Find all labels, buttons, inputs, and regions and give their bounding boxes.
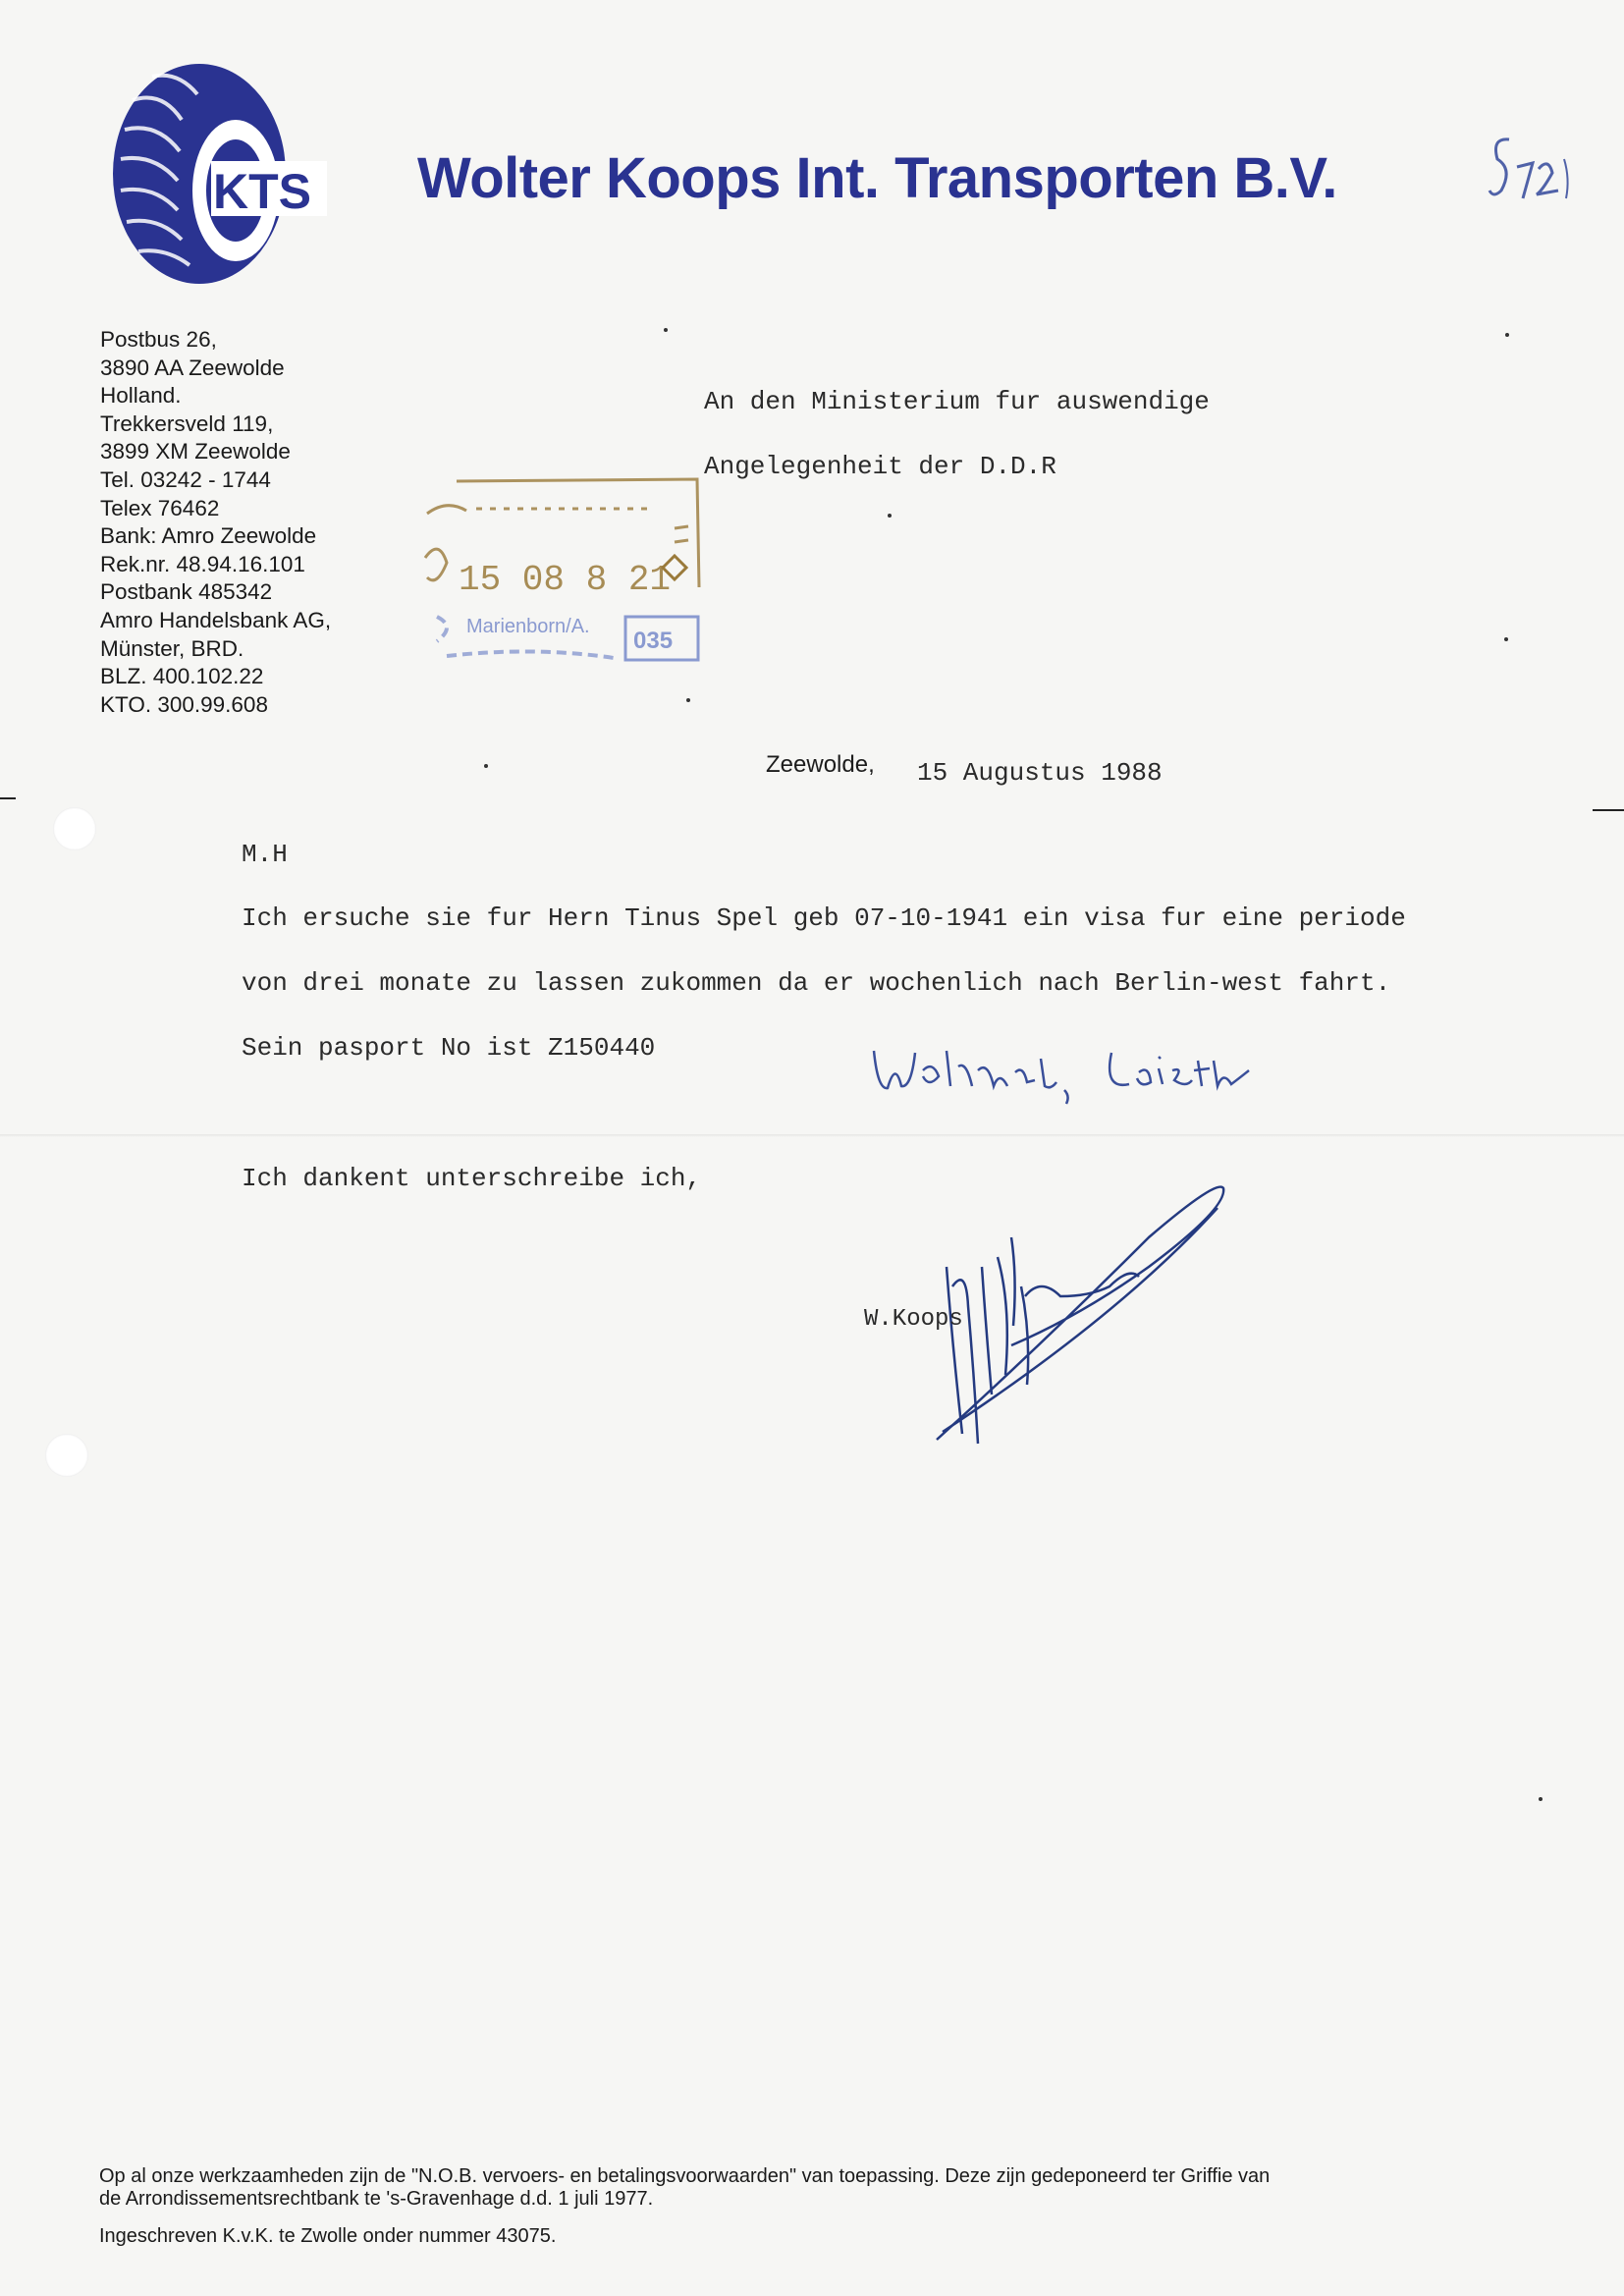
address-line: BLZ. 400.102.22 [100,664,264,689]
footer-line-1: Op al onze werkzaamheden zijn de "N.O.B. vervoers- en betalingsvoorwaarden" van toepassing. Deze zijn gedeponeerd ter Griffie van [99,2165,1271,2187]
stamp-date-code: 15 08 8 21 [459,560,672,600]
address-line: Münster, BRD. [100,635,244,661]
address-line: KTO. 300.99.608 [100,691,268,717]
closing-line: Ich dankent unterschreibe ich, [242,1164,702,1193]
body-line-1: Ich ersuche sie fur Hern Tinus Spel geb 07-10-1941 ein visa fur eine periode [242,903,1406,933]
address-line: Tel. 03242 - 1744 [100,466,271,492]
recipient-line-2: Angelegenheit der D.D.R [704,452,1056,481]
letter-date: 15 Augustus 1988 [917,758,1163,788]
margin-note-text: S72 [1488,130,1489,131]
address-line: Postbus 26, [100,327,217,352]
fold-mark [1593,809,1624,811]
paper-speck [686,698,690,702]
company-name: Wolter Koops Int. Transporten B.V. [417,146,1337,210]
body-line-3: Sein pasport No ist Z150440 [242,1033,656,1063]
punch-hole [45,1434,88,1477]
paper-speck [1539,1797,1543,1801]
margin-note-handwriting [1488,130,1576,208]
paper-speck [1505,333,1509,337]
border-control-stamp [417,469,712,676]
address-line: 3899 XM Zeewolde [100,439,291,465]
footer-terms [99,2165,1270,2248]
address-line: Rek.nr. 48.94.16.101 [100,551,305,576]
paper-speck [888,514,892,518]
fold-mark [0,797,16,799]
address-line: Trekkersveld 119, [100,410,274,436]
sender-address-block [100,326,331,719]
address-line: Postbank 485342 [100,579,273,605]
paper-speck [484,764,488,768]
address-line: Holland. [100,383,182,409]
kts-tire-logo [103,61,329,287]
address-line: 3890 AA Zeewolde [100,355,285,380]
recipient-line-1: An den Ministerium fur auswendige [704,387,1210,416]
footer-line-2: de Arrondissementsrechtbank te 's-Gravenhage d.d. 1 juli 1977. [99,2188,654,2210]
address-line: Bank: Amro Zeewolde [100,523,317,549]
stamp-place: Marienborn/A. [466,616,590,637]
paper-speck [1504,637,1508,641]
signatory-name: W.Koops [864,1306,963,1333]
footer-registration: Ingeschreven K.v.K. te Zwolle onder nummer 43075. [99,2225,557,2247]
address-line: Telex 76462 [100,495,220,520]
paper-speck [664,328,668,332]
fold-crease [0,1134,1624,1137]
signature [923,1149,1257,1473]
handwritten-annotation-text: Wohnort, Leistu [864,1031,871,1032]
stamp-number: 035 [633,628,674,654]
punch-hole [53,807,96,850]
place-label: Zeewolde, [766,751,875,778]
logo-text: KTS [213,164,311,219]
body-line-2: von drei monate zu lassen zukommen da er wochenlich nach Berlin-west fahrt. [242,968,1391,998]
salutation: M.H [242,840,288,869]
address-line: Amro Handelsbank AG, [100,607,332,632]
handwritten-annotation [864,1031,1276,1110]
